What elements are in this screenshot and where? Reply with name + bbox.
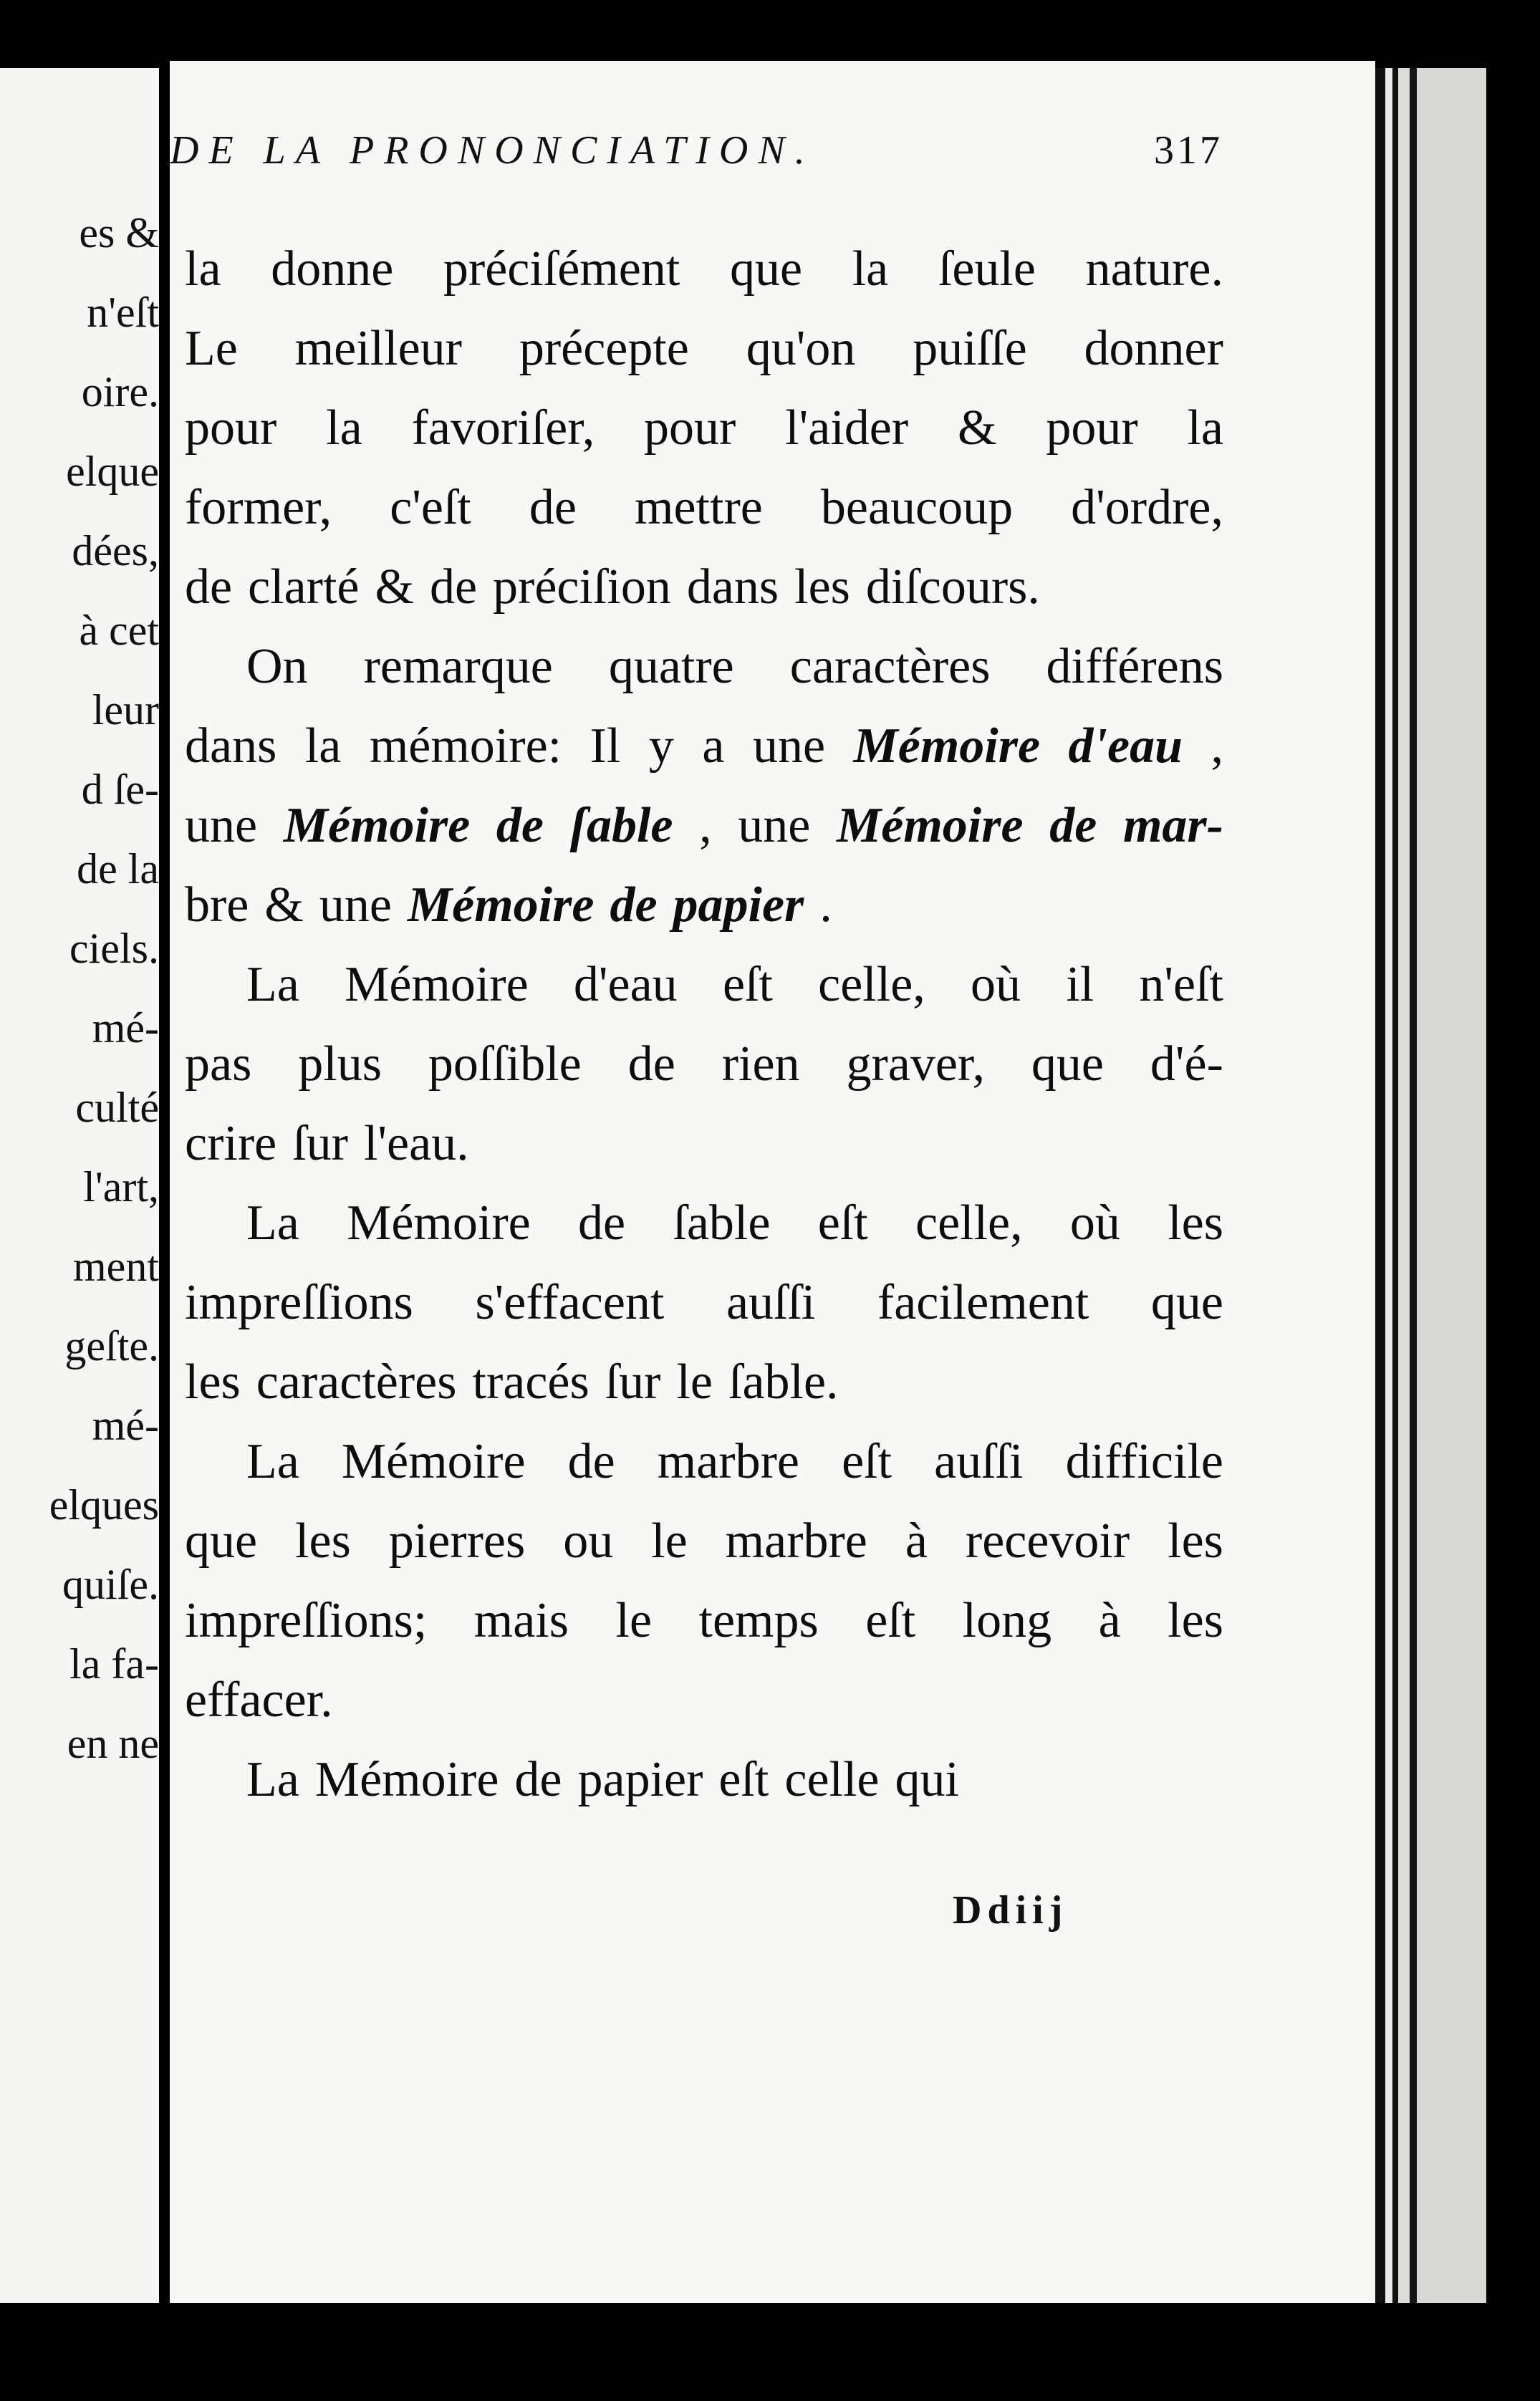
running-title: DE LA PRONONCIATION. [170, 128, 815, 173]
left-page-fragment [0, 68, 159, 2303]
left-fragment-line: culté [75, 1084, 159, 1131]
left-fragment-line: ment [73, 1243, 159, 1290]
left-fragment-line: mé- [92, 1402, 159, 1449]
running-header [170, 127, 1223, 193]
text-line: La Mémoire de papier eſt celle qui [246, 1752, 959, 1807]
text-line: former, c'eſt de mettre beaucoup d'ordre, [185, 480, 1223, 535]
left-fragment-line: leur [92, 686, 159, 733]
left-fragment-line: es & [79, 209, 159, 256]
text-line: effacer. [185, 1673, 333, 1728]
text-line: que les pierres ou le marbre à recevoir les [185, 1514, 1223, 1569]
page-number: 317 [1154, 128, 1223, 173]
left-fragment-line: l'art, [83, 1163, 159, 1211]
text-line: pas plus poſſible de rien graver, que d'é- [185, 1036, 1223, 1092]
page-gutter [159, 0, 170, 2401]
left-fragment-line: en ne [67, 1720, 159, 1767]
text-line: La Mémoire de marbre eſt auſſi difficile [246, 1434, 1223, 1489]
text-line: impreſſions; mais le temps eſt long à les [185, 1593, 1223, 1648]
left-fragment-line: de la [77, 845, 159, 892]
text-line: On remarque quatre caractères différens [246, 639, 1223, 694]
text-line: de clarté & de préciſion dans les diſcours. [185, 559, 1040, 615]
left-fragment-line: elque [66, 448, 159, 495]
text-line: Le meilleur précepte qu'on puiſſe donner [185, 321, 1223, 376]
left-fragment-line: ciels. [69, 925, 159, 972]
signature-mark: Ddiij [953, 1888, 1069, 1933]
text-line: pour la favoriſer, pour l'aider & pour la [185, 400, 1223, 456]
left-fragment-line: à cet [79, 607, 159, 654]
left-fragment-line: geſte. [64, 1322, 159, 1370]
text-line: La Mémoire de ſable eſt celle, où les [246, 1195, 1223, 1251]
left-fragment-line: oire. [81, 368, 159, 415]
page-edge [1375, 68, 1486, 2303]
left-fragment-line: d ſe- [81, 766, 159, 813]
left-fragment-line: elques [49, 1481, 159, 1529]
body-text [185, 229, 1223, 1819]
text-line: bre & une Mémoire de papier . [185, 877, 832, 933]
text-line: la donne préciſément que la ſeule nature. [185, 241, 1223, 297]
left-fragment-line: quiſe. [62, 1561, 159, 1608]
left-fragment-line: la fa- [69, 1640, 159, 1688]
text-line: La Mémoire d'eau eſt celle, où il n'eſt [246, 957, 1223, 1012]
text-line: impreſſions s'effacent auſſi facilement que [185, 1275, 1223, 1330]
text-line: crire ſur l'eau. [185, 1116, 469, 1171]
text-line: dans la mémoire: Il y a une Mémoire d'eau , [185, 718, 1223, 774]
left-fragment-line: n'eſt [87, 289, 159, 336]
left-fragment-line: dées, [72, 527, 159, 574]
left-fragment-line: mé- [92, 1004, 159, 1052]
text-line: les caractères tracés ſur le ſable. [185, 1355, 839, 1410]
text-line: une Mémoire de ſable , une Mémoire de mar- [185, 798, 1223, 853]
